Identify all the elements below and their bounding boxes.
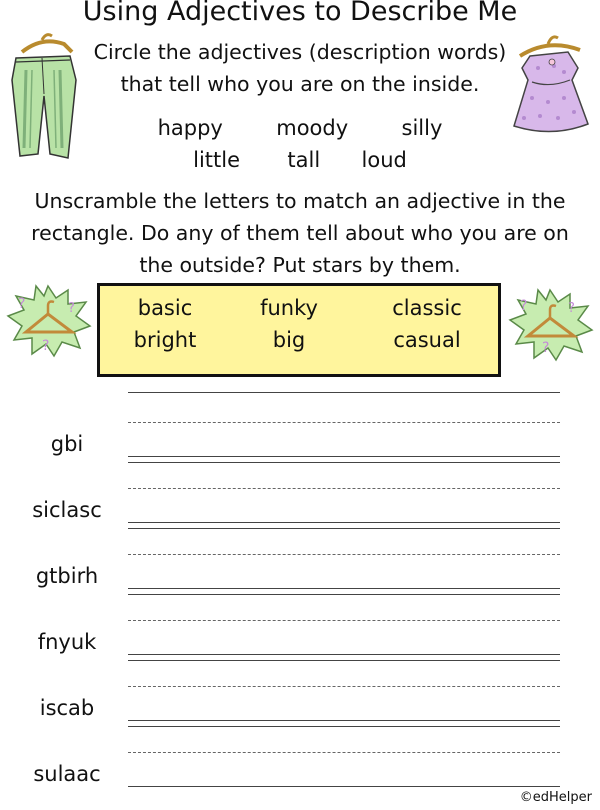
svg-text:?: ? (42, 338, 50, 354)
circle-word[interactable]: moody (276, 116, 349, 140)
word-bank-word: casual (393, 328, 461, 352)
circle-word[interactable]: silly (401, 116, 443, 140)
circle-word[interactable]: happy (157, 116, 223, 140)
svg-text:?: ? (68, 301, 75, 316)
svg-text:?: ? (520, 298, 528, 314)
word-bank-word: basic (137, 296, 193, 320)
instruction-line-1: Circle the adjectives (description words) (93, 40, 507, 64)
circle-word[interactable]: little (193, 148, 241, 172)
word-bank-word: classic (392, 296, 462, 320)
scrambled-word: siclasc (32, 498, 102, 522)
unscramble-instruction-line-2: rectangle. Do any of them tell about who you are on (31, 221, 569, 245)
copyright-footer: ©edHelper (519, 790, 592, 805)
scrambled-word: iscab (39, 696, 95, 720)
word-bank-word: funky (260, 296, 318, 320)
scrambled-word: sulaac (33, 762, 101, 786)
instruction-line-2: that tell who you are on the inside. (120, 72, 480, 96)
word-bank-box (97, 283, 501, 377)
unscramble-instruction-line-1: Unscramble the letters to match an adjective in the (34, 189, 566, 213)
circle-word[interactable]: loud (361, 148, 407, 172)
page-title: Using Adjectives to Describe Me (82, 0, 518, 27)
scrambled-word: gbi (50, 432, 84, 456)
circle-word[interactable]: tall (287, 148, 321, 172)
svg-text:?: ? (568, 301, 575, 316)
unscramble-section (0, 392, 600, 792)
hanger-question-icon (506, 286, 594, 364)
word-bank-word: bright (133, 328, 197, 352)
scrambled-word: gtbirh (35, 564, 99, 588)
hanger-question-icon (4, 282, 92, 360)
svg-text:?: ? (542, 340, 550, 356)
svg-text:?: ? (18, 296, 26, 312)
circle-words-row-2 (0, 148, 600, 172)
word-bank-word: big (272, 328, 306, 352)
circle-words-row-1 (0, 116, 600, 140)
unscramble-instruction-line-3: the outside? Put stars by them. (139, 253, 461, 277)
scrambled-word: fnyuk (37, 630, 97, 654)
